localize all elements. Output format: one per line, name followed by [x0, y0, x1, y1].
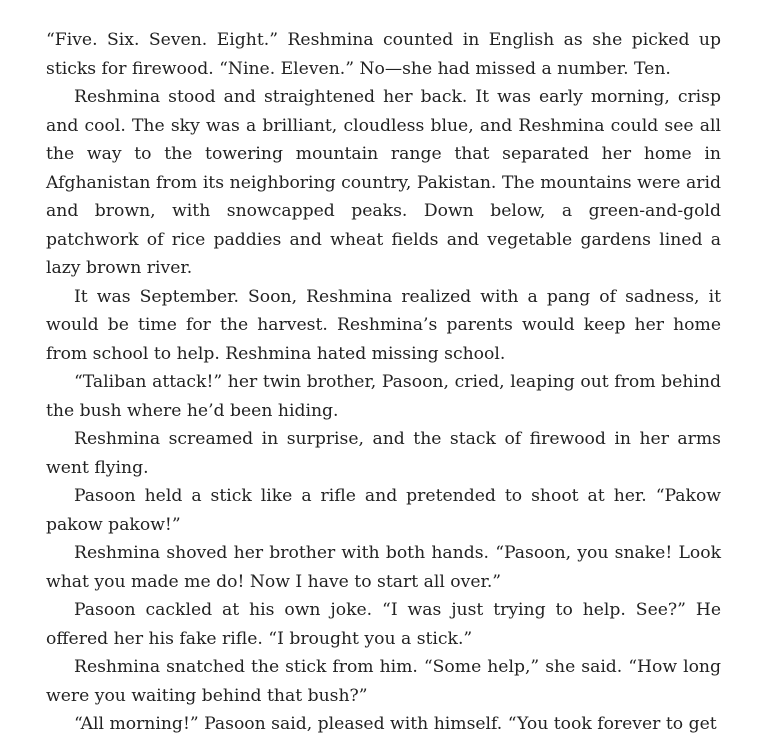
- paragraph-6: Pasoon held a stick like a rifle and pretended to shoot at her. “Pakow pakow pakow!”: [46, 486, 721, 535]
- paragraph-2: Reshmina stood and straightened her back. It was early morning, crisp and cool. The sky was a brilliant, cloudless blue, and Reshmina could see all the way to the towering mountain range that separated her home in Afghanistan from its neighboring country, Pakistan. The mountains were arid and brown, with snowcapped peaks. Down below, a green-and-gold patchwork of rice paddies and wheat fields and vegetable gardens lined a lazy brown river.: [46, 87, 721, 278]
- paragraph-1: “Five. Six. Seven. Eight.” Reshmina counted in English as she picked up sticks for firewood. “Nine. Eleven.” No—she had missed a number. Ten.: [46, 30, 721, 79]
- paragraph-8: Pasoon cackled at his own joke. “I was just trying to help. See?” He offered her his fake rifle. “I brought you a stick.”: [46, 600, 721, 649]
- paragraph-10: “All morning!” Pasoon said, pleased with himself. “You took forever to get: [74, 714, 717, 734]
- paragraph-5: Reshmina screamed in surprise, and the stack of firewood in her arms went flying.: [46, 429, 721, 478]
- paragraph-3: It was September. Soon, Reshmina realized with a pang of sadness, it would be time for the harvest. Reshmina’s parents would keep her home from school to help. Reshmina hated missing school.: [46, 286, 721, 364]
- paragraph-9: Reshmina snatched the stick from him. “Some help,” she said. “How long were you waiting behind that bush?”: [46, 657, 721, 706]
- paragraph-4: “Taliban attack!” her twin brother, Pasoon, cried, leaping out from behind the bush where he’d been hiding.: [46, 372, 721, 421]
- paragraph-7: Reshmina shoved her brother with both hands. “Pasoon, you snake! Look what you made me do! Now I have to start all over.”: [46, 543, 721, 592]
